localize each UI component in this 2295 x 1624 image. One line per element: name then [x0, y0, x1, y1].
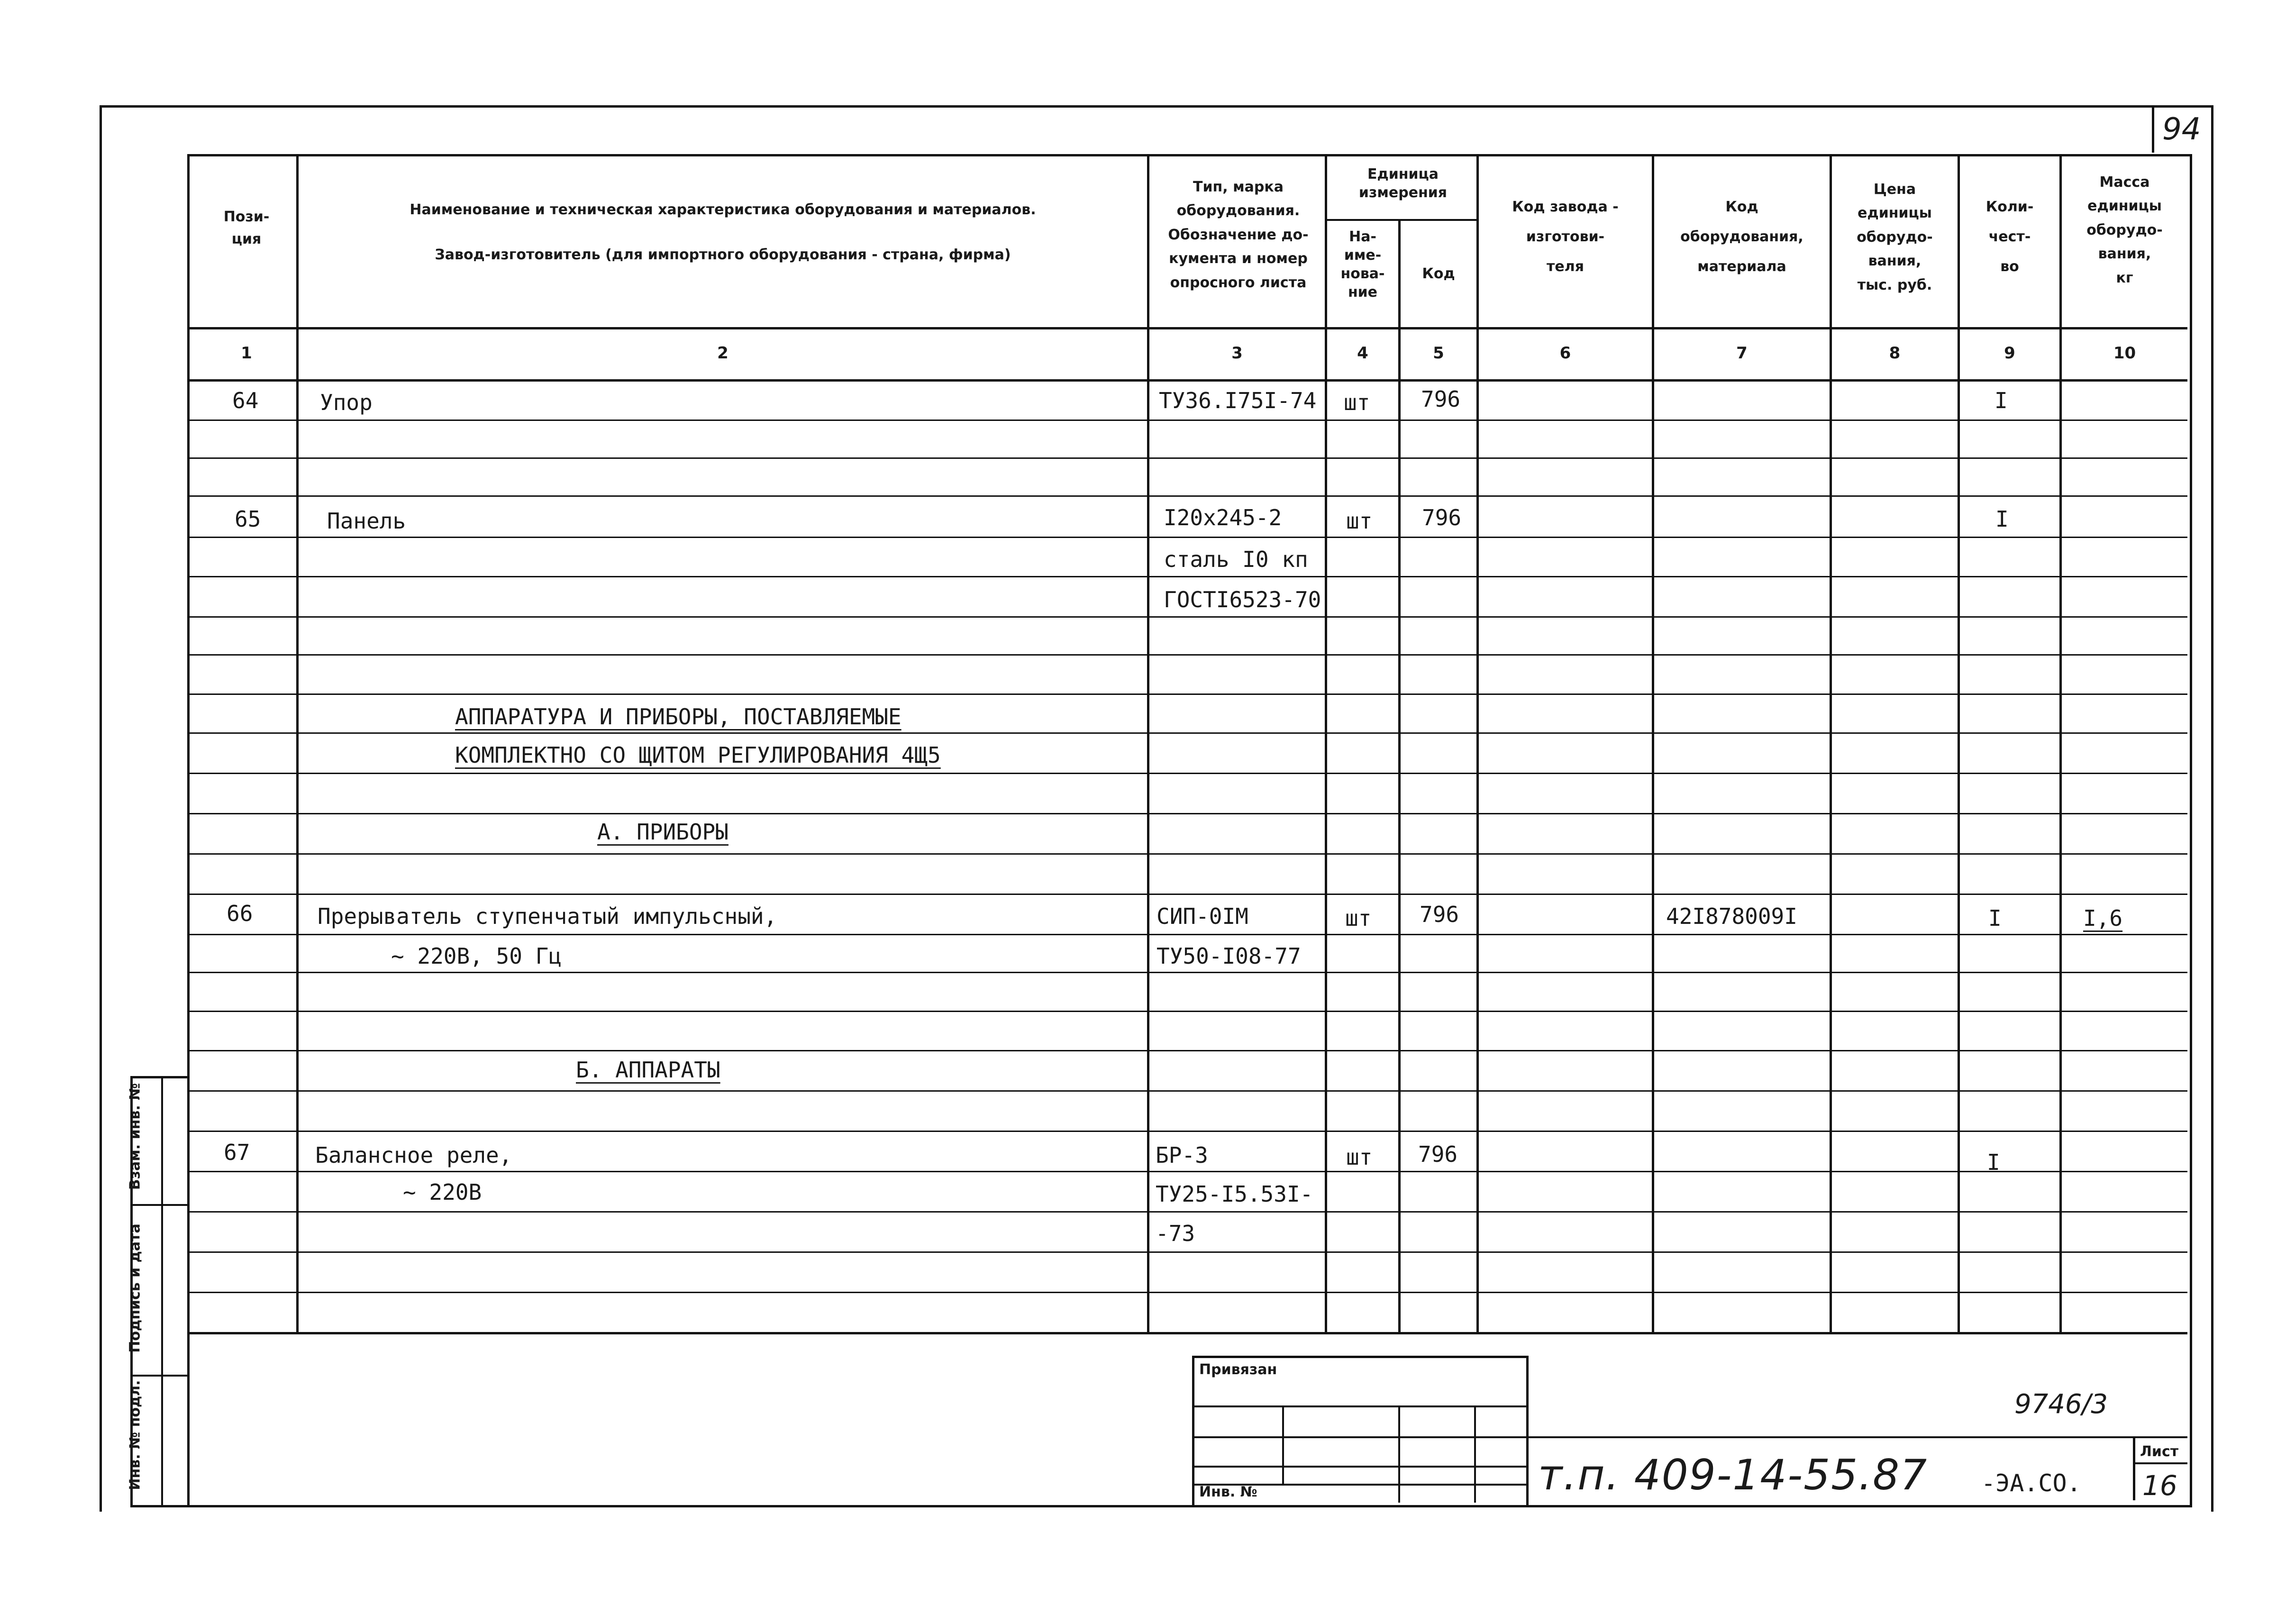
sheet-number: 16 — [2142, 1469, 2177, 1502]
col-rule-3 — [1325, 156, 1327, 1334]
orig-inv-label: Инв. № подл. — [127, 1380, 144, 1490]
header-price: Цена единицы оборудо- вания, тыс. руб. — [1857, 181, 1933, 293]
item-type: ГОСТI6523-70 — [1164, 587, 1321, 612]
col-rule-7 — [1830, 156, 1832, 1334]
col-rule-6 — [1652, 156, 1654, 1334]
column-number: 3 — [1231, 344, 1243, 363]
item-unit-code: 796 — [1422, 505, 1462, 530]
header-type-mark: Тип, марка оборудования. Обозначение до- кумента и номер опросного листа — [1168, 179, 1309, 291]
attached-stamp-box — [1192, 1356, 1529, 1505]
item-name: ~ 220В — [403, 1179, 482, 1205]
item-quantity: I — [1988, 905, 2002, 931]
row-rule — [189, 773, 2187, 774]
item-position: 65 — [235, 506, 261, 532]
column-number: 6 — [1559, 344, 1571, 363]
row-rule — [189, 420, 2187, 421]
column-number: 8 — [1889, 344, 1901, 363]
item-position: 64 — [232, 388, 259, 413]
item-quantity: I — [1987, 1150, 2000, 1175]
item-unit: шт — [1346, 508, 1373, 534]
item-name: Упор — [320, 390, 373, 415]
item-quantity: I — [1995, 506, 2009, 532]
row-rule — [189, 693, 2187, 695]
table-bottom-rule — [189, 1332, 2187, 1334]
row-rule — [189, 732, 2187, 734]
row-rule — [189, 537, 2187, 538]
row-rule — [189, 495, 2187, 497]
item-type: ТУ50-I08-77 — [1157, 943, 1301, 969]
row-rule — [189, 1211, 2187, 1213]
header-unit-name: На- име- нова- ние — [1340, 228, 1385, 301]
column-number: 2 — [717, 344, 729, 363]
item-name: ~ 220В, 50 Гц — [391, 943, 562, 969]
subsection-a-title: А. ПРИБОРЫ — [597, 819, 729, 845]
sheet-label-rule — [2133, 1462, 2187, 1464]
item-unit-code: 796 — [1420, 902, 1459, 927]
row-rule — [189, 1050, 2187, 1051]
item-type: СИП-0IМ — [1157, 903, 1248, 929]
row-rule — [189, 853, 2187, 855]
stamp-col — [1282, 1405, 1284, 1484]
item-type: -73 — [1156, 1221, 1195, 1246]
item-unit: шт — [1345, 905, 1372, 931]
inv-no-label: Инв. № — [1199, 1484, 1257, 1500]
stamp-rule — [1192, 1466, 1529, 1468]
header-factory-code: Код завода - изготови- теля — [1512, 199, 1619, 275]
column-number: 5 — [1433, 344, 1444, 363]
row-rule — [189, 972, 2187, 973]
subsection-b-title: Б. АППАРАТЫ — [576, 1057, 720, 1083]
sheet-mark: 94 — [2162, 112, 2201, 147]
row-rule — [189, 616, 2187, 618]
item-name: Балансное реле, — [315, 1142, 512, 1168]
column-number: 7 — [1736, 344, 1748, 363]
header-position: Пози- ция — [223, 209, 270, 247]
stamp-col — [1474, 1405, 1476, 1503]
item-type: сталь I0 кп — [1164, 547, 1308, 572]
stamp-rule — [1192, 1436, 1529, 1438]
header-quantity: Коли- чест- во — [1985, 199, 2034, 275]
row-rule — [189, 934, 2187, 935]
sign-date-label: Подпись и дата — [127, 1223, 144, 1353]
item-unit: шт — [1344, 390, 1370, 415]
header-name-line1: Наименование и техническая характеристика оборудования и материалов. — [410, 201, 1036, 218]
header-mass: Масса единицы оборудо- вания, кг — [2086, 174, 2163, 286]
row-rule — [189, 1090, 2187, 1092]
column-number: 9 — [2004, 344, 2015, 363]
row-rule — [189, 813, 2187, 814]
header-name-line2: Завод-изготовитель (для импортного оборудования - страна, фирма) — [435, 246, 1011, 263]
stamp-col — [1398, 1405, 1400, 1503]
item-name: Панель — [327, 508, 406, 534]
column-number: 10 — [2113, 344, 2136, 363]
column-number: 4 — [1357, 344, 1368, 363]
item-name: Прерыватель ступенчатый импульсный, — [318, 903, 777, 929]
row-rule — [189, 576, 2187, 577]
archive-number: 9746/3 — [2014, 1389, 2108, 1420]
item-position: 67 — [224, 1140, 250, 1165]
item-mass: I,6 — [2083, 905, 2123, 931]
item-type: I20x245-2 — [1164, 505, 1282, 530]
row-rule — [189, 654, 2187, 656]
doc-number: т.п. 409-14-55.87 — [1538, 1451, 1928, 1499]
doc-suffix: -ЭА.СО. — [1981, 1469, 2081, 1497]
col-rule-1 — [296, 156, 299, 1334]
item-unit-code: 796 — [1418, 1141, 1458, 1167]
col-rule-2 — [1147, 156, 1149, 1334]
row-rule — [189, 457, 2187, 459]
item-position: 66 — [227, 901, 253, 926]
row-rule — [189, 894, 2187, 895]
col-rule-4 — [1398, 219, 1401, 1334]
column-number: 1 — [241, 344, 252, 363]
item-type: ТУ36.I75I-74 — [1159, 388, 1317, 413]
item-type: БР-3 — [1156, 1142, 1208, 1168]
row-rule — [189, 1292, 2187, 1293]
item-type: ТУ25-I5.53I- — [1156, 1181, 1313, 1207]
row-rule — [189, 1011, 2187, 1012]
section-title-line1: АППАРАТУРА И ПРИБОРЫ, ПОСТАВЛЯЕМЫЕ — [455, 704, 902, 730]
col-rule-9 — [2059, 156, 2062, 1334]
header-unit-code: Код — [1422, 265, 1455, 282]
header-unit: Единица измерения — [1358, 166, 1448, 201]
doc-number-rule — [1524, 1436, 2187, 1438]
col-rule-8 — [1958, 156, 1960, 1334]
attached-label: Привязан — [1199, 1361, 1277, 1378]
sheet-label: Лист — [2140, 1443, 2179, 1460]
item-quantity: I — [1994, 388, 2008, 413]
row-rule — [189, 1251, 2187, 1253]
row-rule — [189, 1171, 2187, 1172]
stamp-rule — [1192, 1405, 1529, 1407]
item-unit-code: 796 — [1421, 386, 1461, 412]
col-rule-5 — [1476, 156, 1479, 1334]
column-numbers-rule — [189, 379, 2187, 382]
header-bottom-rule — [189, 327, 2187, 329]
section-title-line2: КОМПЛЕКТНО СО ЩИТОМ РЕГУЛИРОВАНИЯ 4Щ5 — [455, 742, 941, 768]
item-unit: шт — [1346, 1144, 1373, 1170]
item-equipment-code: 42I878009I — [1666, 903, 1797, 929]
swap-inv-label: Взам. инв. № — [127, 1083, 144, 1190]
header-equipment-code: Код оборудования, материала — [1680, 199, 1803, 275]
unit-subheader-rule — [1325, 219, 1479, 221]
row-rule — [189, 1131, 2187, 1132]
side-stamp-divider — [161, 1076, 163, 1505]
